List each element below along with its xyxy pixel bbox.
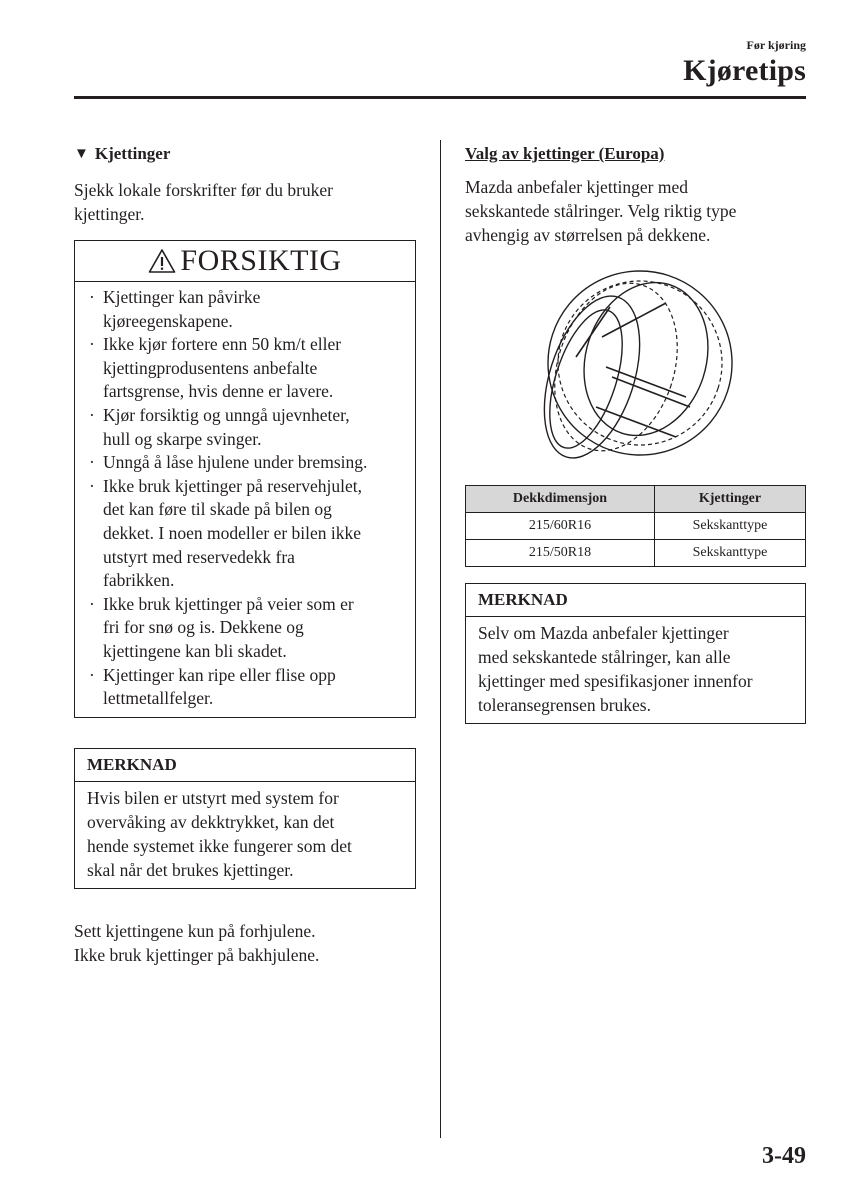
caution-line: Kjettinger kan ripe eller flise opp: [103, 664, 336, 685]
tire-chain-illustration: [536, 267, 736, 463]
paragraph-line: avhengig av størrelsen på dekkene.: [465, 225, 711, 245]
caution-list: [75, 282, 415, 717]
caution-line: kjøreegenskapene.: [103, 310, 233, 331]
caution-item: [89, 593, 405, 664]
caution-item: [89, 475, 405, 593]
header-section-label: Før kjøring: [746, 38, 806, 52]
outro-line: Sett kjettingene kun på forhjulene.: [74, 920, 316, 941]
note-box: [74, 748, 416, 889]
caution-line: lettmetallfelger.: [103, 688, 214, 709]
caution-header: [75, 241, 415, 282]
note-line: overvåking av dekktrykket, kan det: [87, 811, 335, 832]
paragraph-line: Mazda anbefaler kjettinger med: [465, 177, 689, 197]
bullet-dot: ·: [89, 334, 95, 355]
column-header-tire-size: Dekkdimensjon: [466, 486, 655, 513]
table-cell: 215/60R16: [466, 513, 655, 540]
note-body: [466, 617, 805, 723]
table-header-row: [466, 486, 806, 513]
caution-title: FORSIKTIG: [180, 244, 342, 277]
intro-line: Sjekk lokale forskrifter før du bruker: [74, 180, 334, 200]
caution-line: fartsgrense, hvis denne er lavere.: [103, 381, 334, 402]
intro-line: kjettinger.: [74, 204, 145, 224]
caution-line: kjettingene kan bli skadet.: [103, 640, 287, 661]
page-title: Kjøretips: [683, 54, 806, 87]
caution-line: Ikke bruk kjettinger på reservehjulet,: [103, 475, 362, 496]
note-line: Selv om Mazda anbefaler kjettinger: [478, 623, 729, 643]
table-cell: 215/50R18: [466, 540, 655, 567]
caution-line: fabrikken.: [103, 570, 175, 591]
column-divider: [440, 140, 441, 1138]
paragraph-line: sekskantede stålringer. Velg riktig type: [465, 201, 737, 221]
caution-line: Ikke kjør fortere enn 50 km/t eller: [103, 334, 342, 355]
note-line: med sekskantede stålringer, kan alle: [478, 647, 731, 667]
bullet-dot: ·: [89, 404, 95, 425]
section-heading: [74, 142, 416, 166]
page-number: 3-49: [762, 1143, 806, 1169]
note-line: Hvis bilen er utstyrt med system for: [87, 787, 339, 808]
table-cell: Sekskanttype: [654, 540, 805, 567]
caution-item: [89, 333, 405, 404]
caution-item: [89, 664, 405, 711]
caution-line: hull og skarpe svinger.: [103, 428, 262, 449]
note-line: skal når det brukes kjettinger.: [87, 859, 294, 880]
header-rule: [74, 96, 806, 99]
caution-item: [89, 286, 405, 333]
chain-selection-paragraph: [465, 175, 806, 247]
illustration-container: [465, 267, 806, 463]
warning-triangle-icon: [148, 248, 176, 274]
chain-selection-heading: Valg av kjettinger (Europa): [465, 144, 665, 163]
note-box: [465, 583, 806, 724]
caution-line: dekket. I noen modeller er bilen ikke: [103, 522, 362, 543]
note-body: [75, 782, 415, 888]
column-header-chains: Kjettinger: [654, 486, 805, 513]
caution-item: [89, 451, 405, 475]
caution-line: kjettingprodusentens anbefalte: [103, 357, 318, 378]
caution-line: Ikke bruk kjettinger på veier som er: [103, 593, 354, 614]
table-cell: Sekskanttype: [654, 513, 805, 540]
table-row: [466, 540, 806, 567]
down-triangle-icon: ▼: [74, 146, 89, 162]
bullet-dot: ·: [89, 593, 95, 614]
caution-box: [74, 240, 416, 718]
bullet-dot: ·: [89, 287, 95, 307]
caution-line: fri for snø og is. Dekkene og: [103, 617, 304, 638]
left-column: [74, 142, 416, 967]
note-title: MERKNAD: [466, 584, 805, 617]
outro-line: Ikke bruk kjettinger på bakhjulene.: [74, 944, 320, 965]
section-heading-text: Kjettinger: [94, 144, 171, 163]
caution-line: utstyrt med reservedekk fra: [103, 546, 295, 567]
caution-item: [89, 404, 405, 451]
note-line: kjettinger med spesifikasjoner innenfor: [478, 671, 753, 691]
note-title: MERKNAD: [75, 749, 415, 782]
caution-line: Kjør forsiktig og unngå ujevnheter,: [103, 404, 350, 425]
right-column: [465, 142, 806, 724]
intro-paragraph: [74, 178, 416, 226]
caution-line: Kjettinger kan påvirke: [103, 287, 261, 307]
outro-paragraph: [74, 919, 416, 967]
table-row: [466, 513, 806, 540]
bullet-dot: ·: [89, 475, 95, 496]
note-line: hende systemet ikke fungerer som det: [87, 835, 352, 856]
caution-line: Unngå å låse hjulene under bremsing.: [103, 452, 368, 473]
bullet-dot: ·: [89, 664, 95, 685]
note-line: toleransegrensen brukes.: [478, 695, 651, 715]
tire-chain-table: [465, 485, 806, 567]
bullet-dot: ·: [89, 452, 95, 473]
caution-line: det kan føre til skade på bilen og: [103, 499, 332, 520]
